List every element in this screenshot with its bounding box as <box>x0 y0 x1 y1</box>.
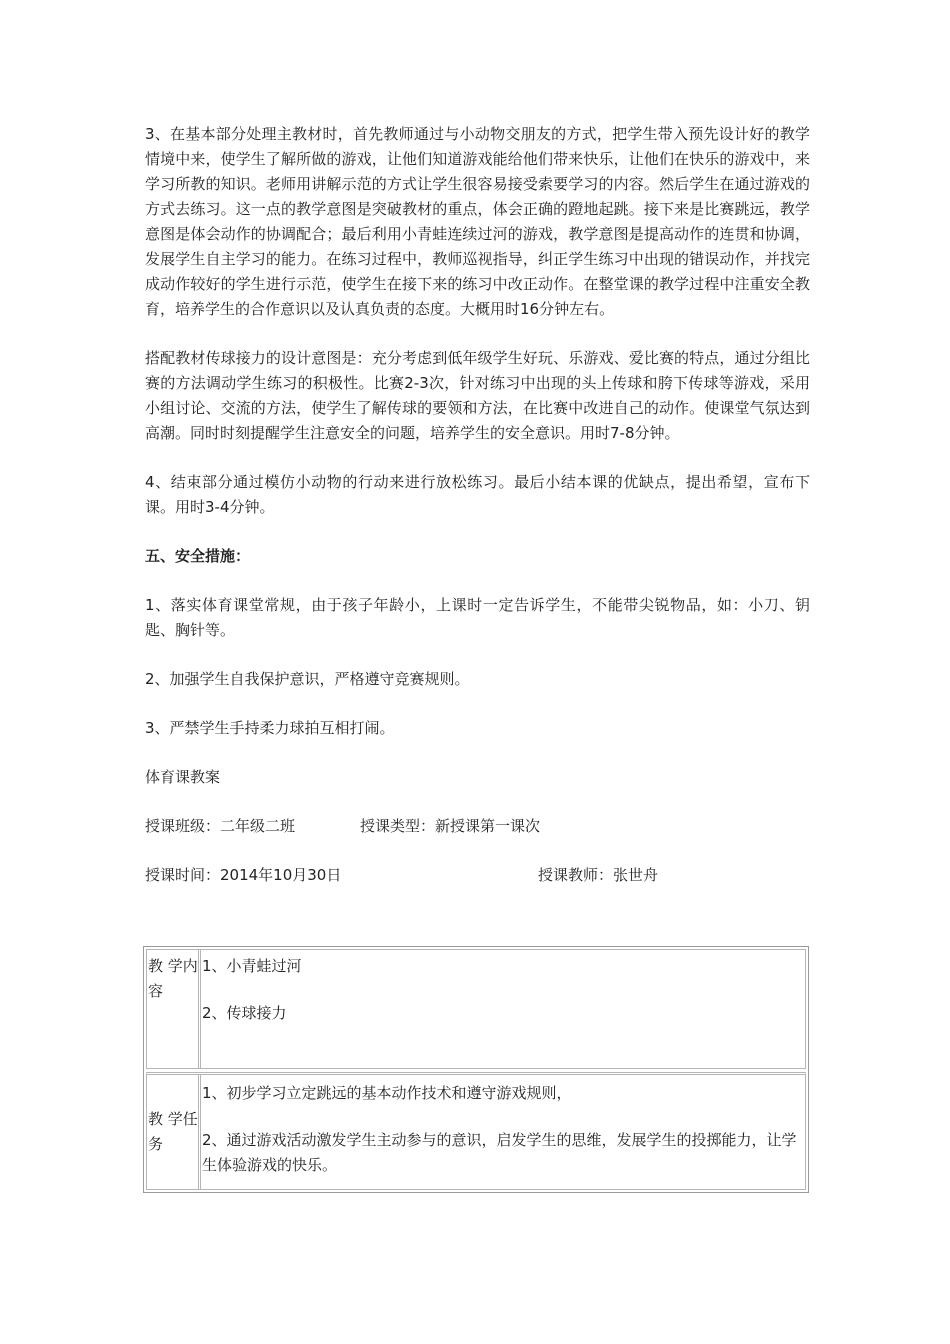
row-header-task: 教 学任务 <box>147 1075 201 1189</box>
content-item-1: 1、小青蛙过河 <box>202 957 302 975</box>
row-header-content: 教 学内容 <box>147 950 201 1068</box>
paragraph-ending-part: 4、结束部分通过模仿小动物的行动来进行放松练习。最后小结本课的优缺点，提出希望，宣布下课。用时3-4分钟。 <box>145 473 810 516</box>
type-label: 授课类型：新授课第一课次 <box>360 817 541 835</box>
lesson-table <box>143 946 809 1193</box>
document-page <box>145 122 810 888</box>
safety-item-3: 3、严禁学生手持柔力球拍互相打闹。 <box>145 719 395 737</box>
plan-meta-row-2 <box>145 863 810 888</box>
task-item-1: 1、初步学习立定跳远的基本动作技术和遵守游戏规则， <box>202 1084 572 1102</box>
row-cell-content <box>201 950 805 1068</box>
paragraph-pass-relay: 搭配教材传球接力的设计意图是：充分考虑到低年级学生好玩、乐游戏、爱比赛的特点，通过分组比赛的方法调动学生练习的积极性。比赛2-3次，针对练习中出现的头上传球和胯下传球等游戏，采用小组讨论、交流的方法，使学生了解传球的要领和方法，在比赛中改进自己的动作。使课堂气氛达到高潮。同时时刻提醒学生注意安全的问题，培养学生的安全意识。用时7-8分钟。 <box>145 349 810 442</box>
safety-item-2: 2、加强学生自我保护意识，严格遵守竞赛规则。 <box>145 670 470 688</box>
paragraph-basic-part: 3、在基本部分处理主教材时，首先教师通过与小动物交朋友的方式，把学生带入预先设计好的教学情境中来，使学生了解所做的游戏，让他们知道游戏能给他们带来快乐，让他们在快乐的游戏中，来学习所教的知识。老师用讲解示范的方式让学生很容易接受索要学习的内容。然后学生在通过游戏的方式去练习。这一点的教学意图是突破教材的重点，体会正确的蹬地起跳。接下来是比赛跳远，教学意图是体会动作的协调配合；最后利用小青蛙连续过河的游戏，教学意图是提高动作的连贯和协调，发展学生自主学习的能力。在练习过程中，教师巡视指导，纠正学生练习中出现的错误动作，并找完成动作较好的学生进行示范，使学生在接下来的练习中改正动作。在整堂课的教学过程中注重安全教育，培养学生的合作意识以及认真负责的态度。大概用时16分钟左右。 <box>145 125 810 318</box>
plan-meta-row-1 <box>145 814 810 839</box>
content-item-2: 2、传球接力 <box>202 1004 287 1022</box>
safety-item-1: 1、落实体育课堂常规，由于孩子年龄小，上课时一定告诉学生，不能带尖锐物品，如：小刀、钥匙、胸针等。 <box>145 596 810 639</box>
table-row-task <box>146 1072 806 1190</box>
class-label: 授课班级：二年级二班 <box>145 817 296 835</box>
row-cell-task <box>201 1075 805 1189</box>
task-item-2: 2、通过游戏活动激发学生主动参与的意识，启发学生的思维，发展学生的投掷能力，让学生体验游戏的快乐。 <box>202 1131 797 1174</box>
teacher-label: 授课教师：张世舟 <box>538 866 659 884</box>
plan-title: 体育课教案 <box>145 768 221 786</box>
time-label: 授课时间：2014年10月30日 <box>145 866 342 884</box>
heading-safety: 五、安全措施： <box>145 547 251 565</box>
table-row-content <box>146 949 806 1069</box>
